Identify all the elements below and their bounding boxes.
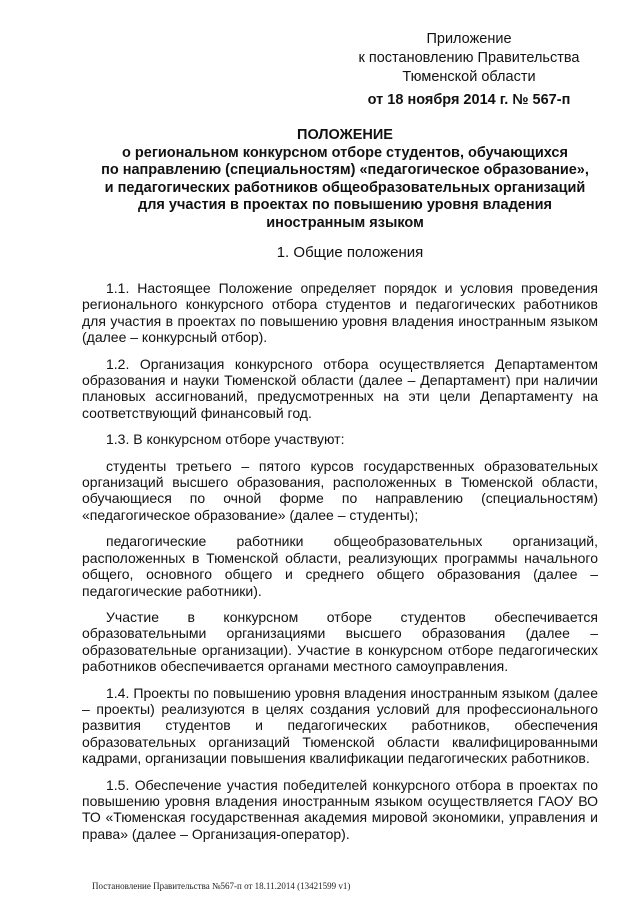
appendix-resolution-ref: к постановлению Правительства bbox=[358, 50, 580, 66]
paragraph-1-1: 1.1. Настоящее Положение определяет порядок и условия проведения регионального конкурсного отбора студентов и педагогических работников для участия в проектах по повышению уровня владения иностранным языком (далее – конкурсный отбор). bbox=[82, 280, 598, 346]
heading-line-3: и педагогических работников общеобразовательных организаций bbox=[104, 179, 586, 196]
appendix-block bbox=[334, 30, 604, 110]
paragraph-1-3-participation: Участие в конкурсном отборе студентов обеспечивается образовательными организациями высшего образования (далее – образовательные организации). Участие в конкурсном отборе педагогических работников обеспечивается органами местного самоуправления. bbox=[82, 608, 598, 675]
paragraph-1-3-teachers: педагогические работники общеобразовательных организаций, расположенных в Тюменской области, реализующих программы начального общего, основного общего и среднего общего образования (далее – педагогические работники). bbox=[82, 533, 598, 599]
heading-line-1: о региональном конкурсном отборе студентов, обучающихся bbox=[122, 144, 568, 161]
paragraph-1-3: 1.3. В конкурсном отборе участвуют: bbox=[106, 431, 345, 448]
document-footer: Постановление Правительства №567-п от 18.11.2014 (13421599 v1) bbox=[92, 881, 351, 891]
paragraph-1-3-students: студенты третьего – пятого курсов государственных образовательных организаций высшего образования, расположенных в Тюменской области, обучающиеся по очной форме по направлению (специальностям) «педагогическое образование» (далее – студенты); bbox=[82, 457, 598, 523]
paragraph-1-5: 1.5. Обеспечение участия победителей конкурсного отбора в проектах по повышению уровня владения иностранным языком осуществляется ГАОУ ВО ТО «Тюменская государственная академия мировой экономики, управления и права» (далее – Организация-оператор). bbox=[82, 776, 598, 842]
appendix-region: Тюменской области bbox=[402, 69, 536, 85]
heading-line-2: по направлению (специальностям) «педагогическое образование», bbox=[101, 162, 589, 178]
document-body bbox=[82, 280, 598, 852]
appendix-date-number: от 18 ноября 2014 г. № 567-п bbox=[367, 92, 571, 108]
appendix-label: Приложение bbox=[426, 31, 512, 47]
document-heading bbox=[90, 127, 600, 232]
paragraph-1-4: 1.4. Проекты по повышению уровня владения иностранным языком (далее – проекты) реализуются в целях создания условий для профессионального развития студентов и педагогических работников, обеспечения образовательных организаций Тюменской области квалифицированными кадрами, организации повышения квалификации педагогических работников. bbox=[82, 684, 598, 767]
heading-line-5: иностранным языком bbox=[266, 214, 424, 231]
paragraph-1-2: 1.2. Организация конкурсного отбора осуществляется Департаментом образования и науки Тюменской области (далее – Департамент) при наличии плановых ассигнований, предусмотренных на эти цели Департаменту на соответствующий финансовый год. bbox=[82, 355, 598, 421]
document-title: ПОЛОЖЕНИЕ bbox=[297, 127, 393, 143]
section-title: 1. Общие положения bbox=[276, 244, 424, 261]
heading-line-4: для участия в проектах по повышению уровня владения bbox=[138, 197, 552, 213]
